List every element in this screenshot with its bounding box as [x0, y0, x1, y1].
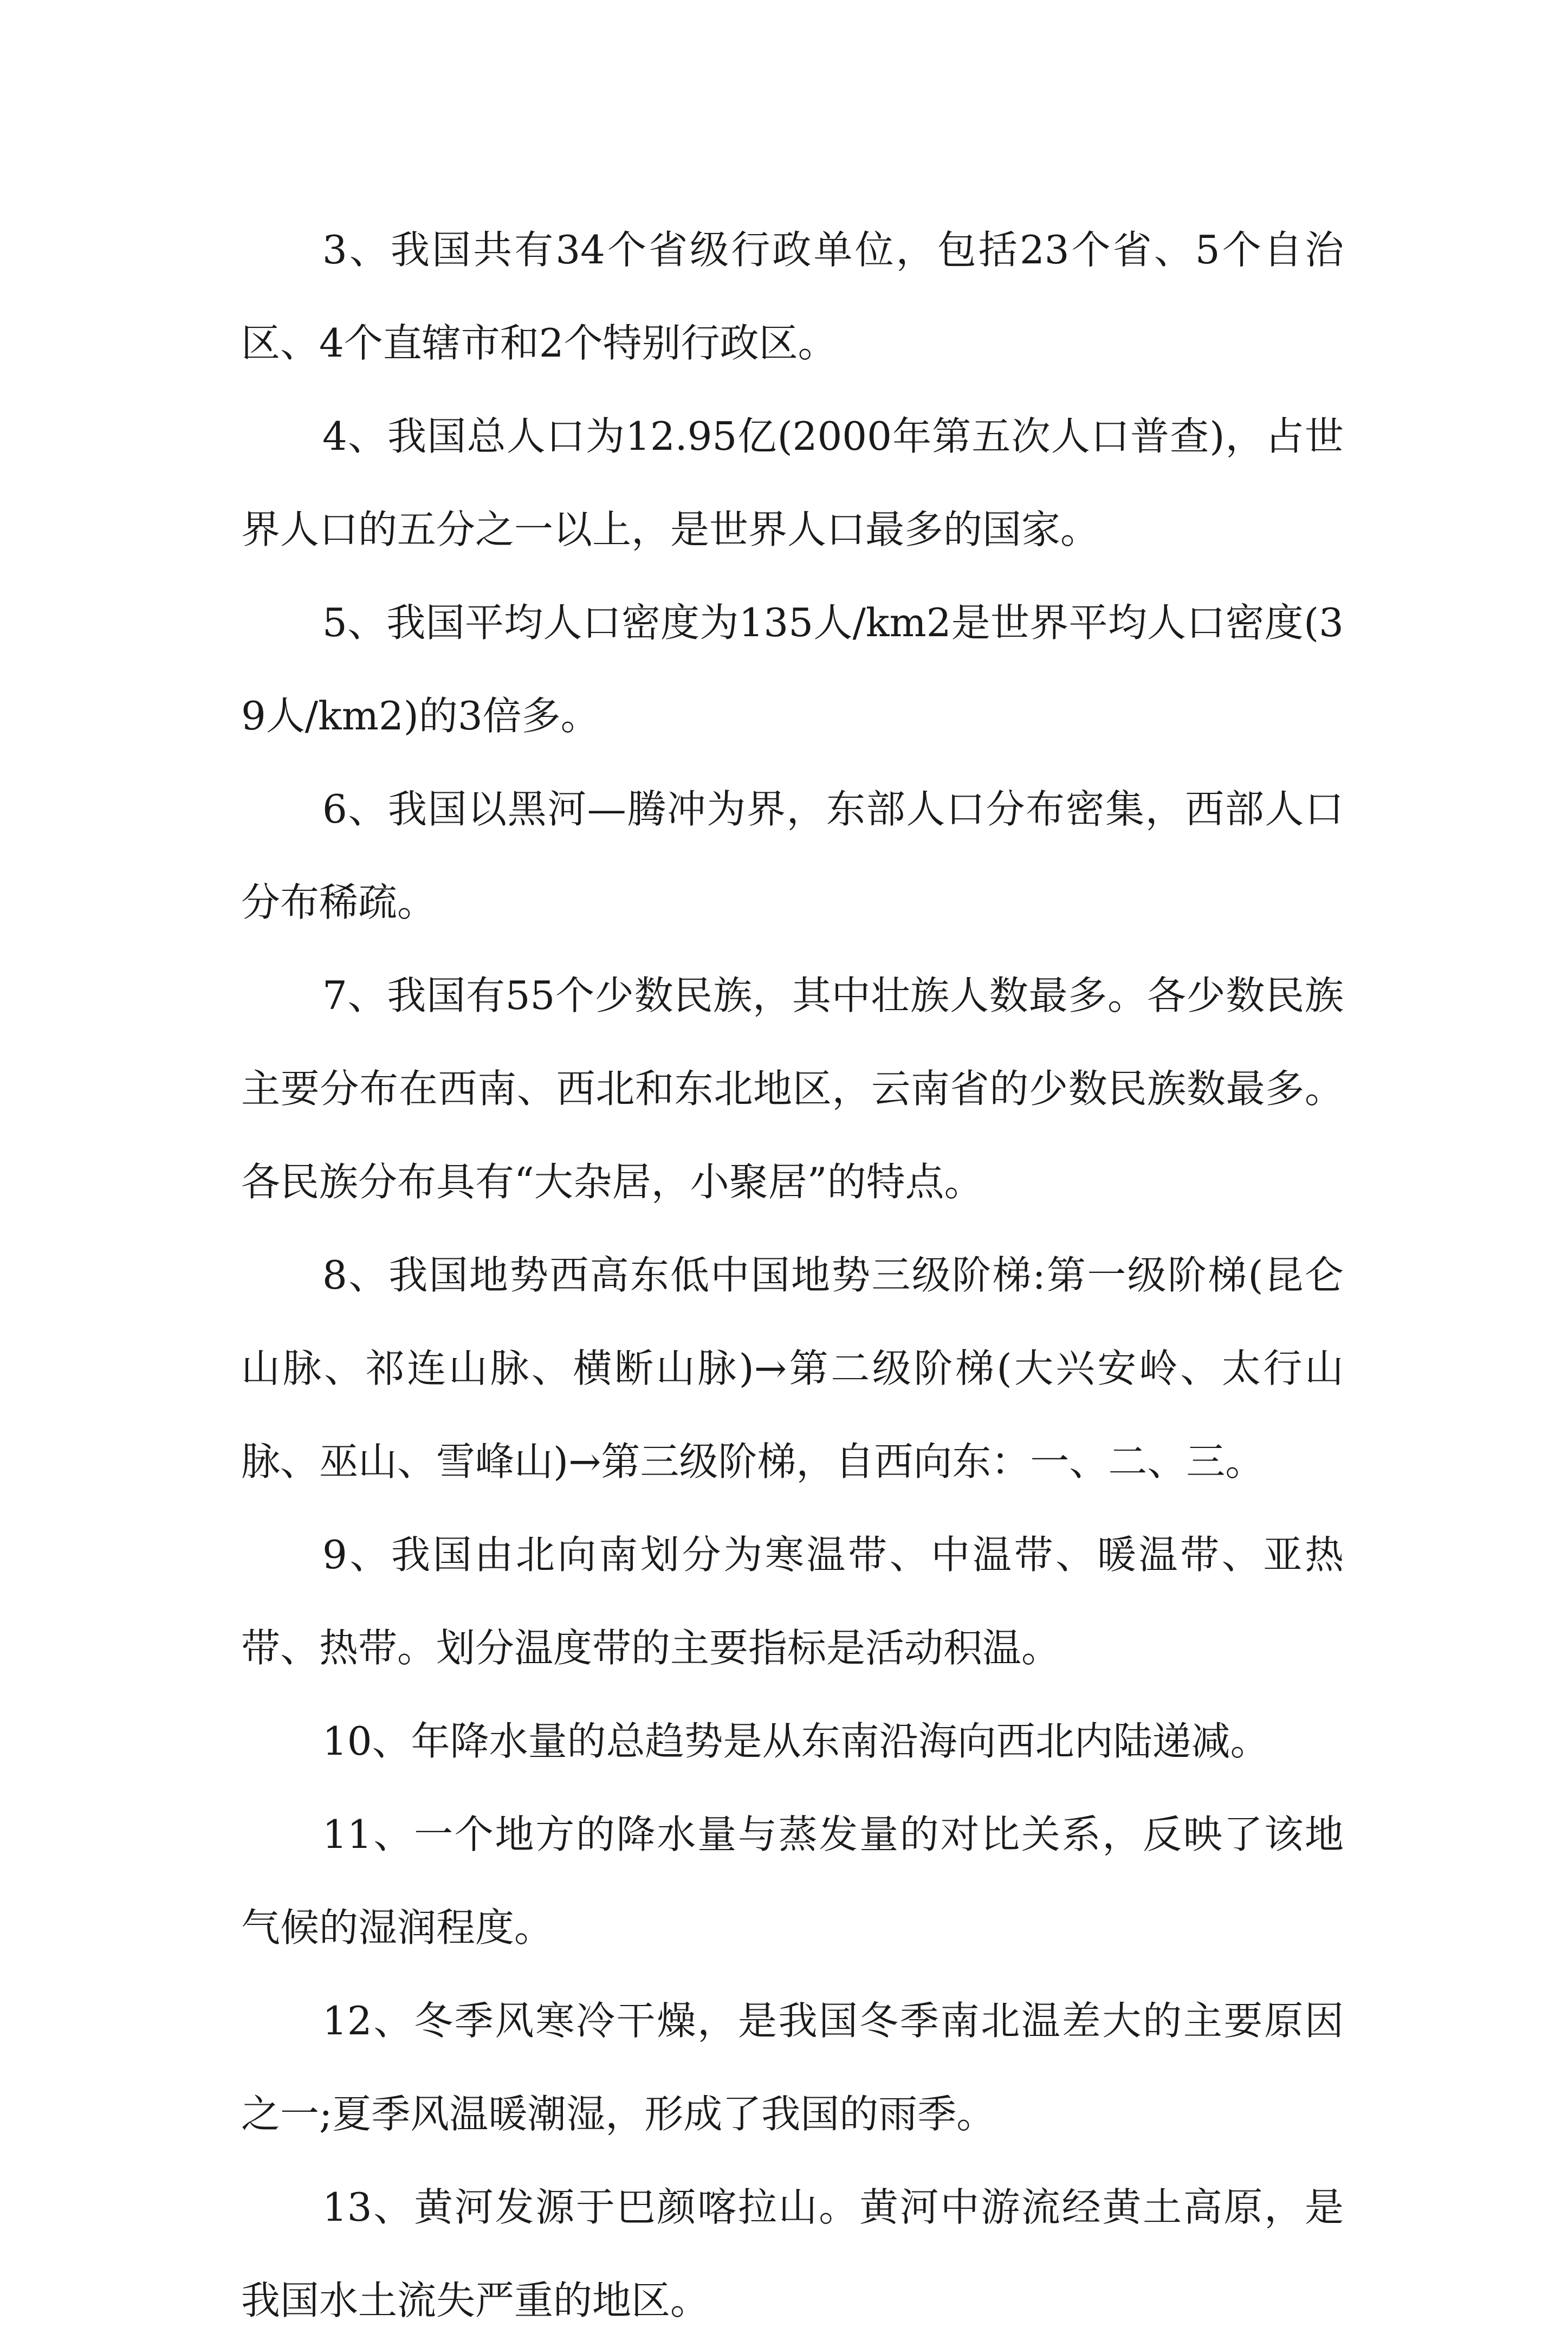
paragraph-8: 8、我国地势西高东低中国地势三级阶梯:第一级阶梯(昆仑山脉、祁连山脉、横断山脉)→第二级阶梯(大兴安岭、太行山脉、巫山、雪峰山)→第三级阶梯，自西向东：一、二、三。	[241, 1252, 1344, 1484]
paragraph-9: 9、我国由北向南划分为寒温带、中温带、暖温带、亚热带、热带。划分温度带的主要指标是活动积温。	[241, 1532, 1344, 1671]
paragraph-12: 12、冬季风寒冷干燥，是我国冬季南北温差大的主要原因之一;夏季风温暖潮湿，形成了我国的雨季。	[241, 1998, 1344, 2137]
paragraph-3: 3、我国共有34个省级行政单位，包括23个省、5个自治区、4个直辖市和2个特别行政区。	[241, 227, 1344, 366]
document-body	[241, 203, 1344, 2347]
paragraph-10: 10、年降水量的总趋势是从东南沿海向西北内陆递减。	[322, 1718, 1269, 1764]
paragraph-11: 11、一个地方的降水量与蒸发量的对比关系，反映了该地气候的湿润程度。	[241, 1812, 1344, 1950]
paragraph-5: 5、我国平均人口密度为135人/km2是世界平均人口密度(39人/km2)的3倍多。	[241, 600, 1344, 739]
paragraph-13: 13、黄河发源于巴颜喀拉山。黄河中游流经黄土高原，是我国水土流失严重的地区。	[241, 2184, 1344, 2323]
paragraph-6: 6、我国以黑河—腾冲为界，东部人口分布密集，西部人口分布稀疏。	[241, 786, 1344, 925]
paragraph-4: 4、我国总人口为12.95亿(2000年第五次人口普查)，占世界人口的五分之一以上，是世界人口最多的国家。	[241, 413, 1344, 552]
paragraph-7: 7、我国有55个少数民族，其中壮族人数最多。各少数民族主要分布在西南、西北和东北地区，云南省的少数民族数最多。各民族分布具有“大杂居，小聚居”的特点。	[241, 973, 1344, 1205]
